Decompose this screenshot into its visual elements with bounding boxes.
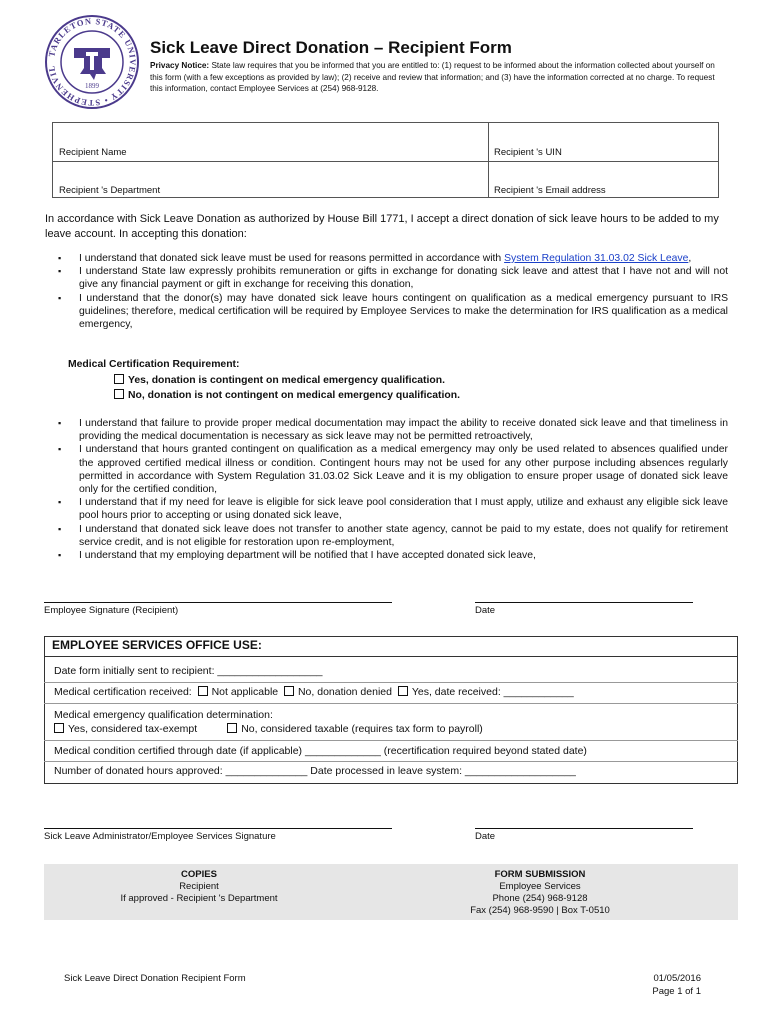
- list-item: ▪ I understand that if my need for leave is eligible for sick leave pool consideration that I must apply, utilize and exhaust any eligible sick leave pool hours prior to accepting or using donated sick leave,: [58, 496, 728, 522]
- qualification-options: Yes, considered tax-exempt No, considered taxable (requires tax form to payroll): [54, 723, 483, 735]
- submission-line: Employee Services: [499, 881, 581, 892]
- option-no: No, donation is not contingent on medical emergency qualification.: [114, 389, 460, 401]
- option-yes: Yes, donation is contingent on medical emergency qualification.: [114, 374, 445, 386]
- recipient-name-field[interactable]: Recipient Name: [59, 147, 127, 158]
- list-item: ▪ I understand that donated sick leave does not transfer to another state agency, cannot be paid to my estate, does not qualify for retirement service credit, and is not eligible for restoration upon re-employment,: [58, 523, 728, 549]
- list-item: ▪ I understand State law expressly prohibits remuneration or gifts in exchange for donating sick leave and attest that I have not and will not give any financial payment or gift in exchange for receiving this donation,: [58, 265, 728, 291]
- svg-text:TARLETON STATE UNIVERSITY • ST: TARLETON STATE UNIVERSITY • STEPHENVIL: [46, 15, 139, 109]
- privacy-text: State law requires that you be informed that you are entitled to: (1) request to be informed about the information collected about yourself on this form (with a few exceptions as provided by law); (2) receive and review that information; and (3) have the information corrected at no charge. To request this information, contact Employee Services at (254) 968-9128.: [150, 61, 715, 93]
- medical-cert-received-line: Medical certification received: Not applicable No, donation denied Yes, date received: ____________: [54, 686, 574, 698]
- submission-heading: FORM SUBMISSION: [494, 869, 586, 880]
- date-label: Date: [475, 605, 496, 616]
- date-line[interactable]: [475, 602, 693, 603]
- list-item: ▪ I understand that hours granted contingent on qualification as a medical emergency may only be used related to absences qualified under the approved certified medical illness or condition. Contingent hours may not be used for any other purpose including absences regularly permitted in accordance with System Regulation 31.03.02 Sick Leave and it is my obligation to ensure proper usage of donated sick leave only for the certified condition,: [58, 443, 728, 496]
- checkbox-denied[interactable]: [284, 686, 294, 696]
- submission-line: Fax (254) 968-9590 | Box T-0510: [470, 905, 610, 916]
- checkbox-tax-exempt[interactable]: [54, 723, 64, 733]
- copies-heading: COPIES: [181, 869, 217, 880]
- checkbox-no[interactable]: [114, 389, 124, 399]
- employee-signature-label: Employee Signature (Recipient): [44, 605, 179, 616]
- admin-date-label: Date: [475, 831, 496, 842]
- list-item: ▪ I understand that failure to provide proper medical documentation may impact the ability to receive donated sick leave and that timeliness in providing the medical documentation is necessary as sick leave may not be permitted retroactively,: [58, 417, 728, 443]
- footer-page: Page 1 of 1: [652, 986, 701, 997]
- copies-section: [84, 869, 314, 905]
- certified-through-line: Medical condition certified through date (if applicable) _____________ (recertification required beyond stated date): [54, 745, 587, 757]
- copies-line: If approved - Recipient 's Department: [120, 893, 278, 904]
- recipient-info-table: [52, 122, 719, 198]
- footer-form-name: Sick Leave Direct Donation Recipient Form: [64, 973, 246, 984]
- submission-line: Phone (254) 968-9128: [492, 893, 588, 904]
- admin-signature-label: Sick Leave Administrator/Employee Services Signature: [44, 831, 276, 842]
- employee-signature-line[interactable]: [44, 602, 392, 603]
- date-sent-line: Date form initially sent to recipient: __________________: [54, 665, 323, 677]
- acknowledgement-list-b: [58, 417, 728, 562]
- recipient-uin-field[interactable]: Recipient 's UIN: [494, 147, 562, 158]
- acknowledgement-list-a: [58, 252, 728, 331]
- admin-signature-line[interactable]: [44, 828, 392, 829]
- submission-section: [425, 869, 655, 917]
- hours-approved-line: Number of donated hours approved: ______________ Date processed in leave system: ___________________: [54, 765, 576, 777]
- footer-date: 01/05/2016: [653, 973, 701, 984]
- intro-paragraph: In accordance with Sick Leave Donation as authorized by House Bill 1771, I accept a direct donation of sick leave hours to be added to my leave account. In accepting this donation:: [45, 213, 719, 240]
- list-item: ▪ I understand that the donor(s) may have donated sick leave hours contingent on qualification as a medical emergency pursuant to IRS guidelines; therefore, medical certification will be required by Employee Services to make the determination for IRS qualification as a medical emergency,: [58, 292, 728, 332]
- list-item: ▪ I understand that my employing department will be notified that I have accepted donated sick leave,: [58, 549, 728, 562]
- recipient-email-field[interactable]: Recipient 's Email address: [494, 185, 606, 196]
- checkbox-not-applicable[interactable]: [198, 686, 208, 696]
- form-title: Sick Leave Direct Donation – Recipient Form: [150, 38, 512, 57]
- qualification-determination-label: Medical emergency qualification determination:: [54, 709, 273, 721]
- privacy-notice: [150, 60, 720, 95]
- medical-cert-heading: Medical Certification Requirement:: [68, 359, 240, 370]
- copies-line: Recipient: [179, 881, 219, 892]
- svg-text:1899: 1899: [85, 82, 99, 90]
- system-regulation-link[interactable]: System Regulation 31.03.02 Sick Leave: [504, 253, 689, 264]
- list-item: ▪ I understand that donated sick leave must be used for reasons permitted in accordance with System Regulation 31.03.02 Sick Leave,: [58, 252, 728, 265]
- privacy-label: Privacy Notice:: [150, 61, 210, 70]
- office-use-heading: EMPLOYEE SERVICES OFFICE USE:: [52, 638, 262, 652]
- university-seal-logo: [44, 14, 140, 110]
- recipient-department-field[interactable]: Recipient 's Department: [59, 185, 161, 196]
- checkbox-date-received[interactable]: [398, 686, 408, 696]
- checkbox-taxable[interactable]: [227, 723, 237, 733]
- checkbox-yes[interactable]: [114, 374, 124, 384]
- admin-date-line[interactable]: [475, 828, 693, 829]
